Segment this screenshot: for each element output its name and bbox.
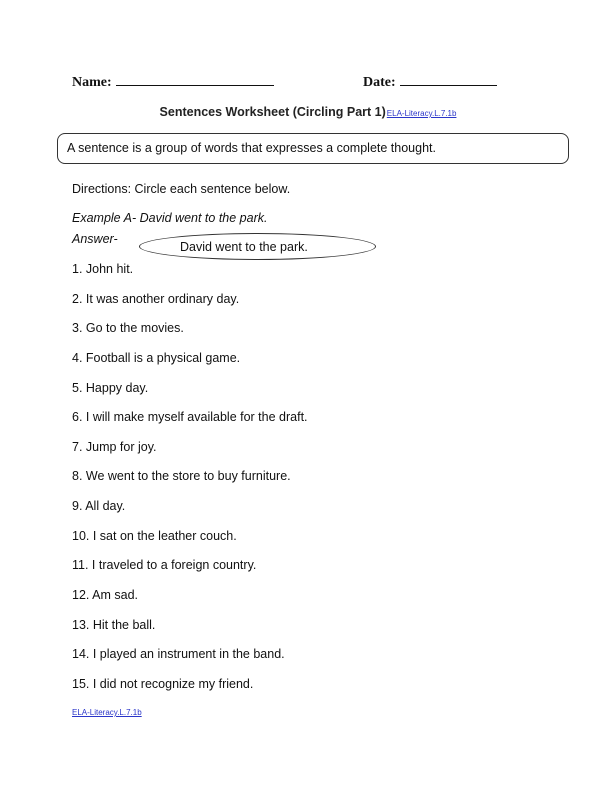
sentence-item[interactable]: 13. Hit the ball.: [72, 617, 156, 632]
standard-link-footer[interactable]: ELA-Literacy.L.7.1b: [72, 708, 142, 717]
sentence-item[interactable]: 9. All day.: [72, 499, 126, 514]
sentence-item[interactable]: 2. It was another ordinary day.: [72, 291, 240, 306]
definition-text: A sentence is a group of words that expresses a complete thought.: [67, 141, 436, 155]
name-label: Name:: [72, 75, 112, 90]
sentence-item[interactable]: 10. I sat on the leather couch.: [72, 528, 237, 543]
directions-text: Directions: Circle each sentence below.: [72, 182, 291, 196]
example-prompt: Example A- David went to the park.: [72, 211, 268, 225]
sentence-item[interactable]: 8. We went to the store to buy furniture.: [72, 469, 291, 484]
name-field[interactable]: [72, 72, 274, 91]
sentence-item[interactable]: 7. Jump for joy.: [72, 439, 157, 454]
sentence-list: [72, 262, 308, 707]
sentence-item[interactable]: 6. I will make myself available for the draft.: [72, 410, 308, 425]
sentence-item[interactable]: 3. Go to the movies.: [72, 321, 184, 336]
worksheet-title-row: [0, 103, 612, 121]
sentence-item[interactable]: 15. I did not recognize my friend.: [72, 676, 254, 691]
sentence-item[interactable]: 1. John hit.: [72, 262, 134, 276]
sentence-item[interactable]: 4. Football is a physical game.: [72, 350, 241, 365]
sentence-item[interactable]: 12. Am sad.: [72, 588, 139, 603]
sentence-item[interactable]: 14. I played an instrument in the band.: [72, 647, 285, 662]
worksheet-title: Sentences Worksheet (Circling Part 1): [159, 105, 386, 119]
sentence-item[interactable]: 5. Happy day.: [72, 380, 149, 395]
example-answer-text: David went to the park.: [180, 240, 308, 254]
date-blank-line[interactable]: [400, 72, 497, 86]
name-blank-line[interactable]: [116, 72, 274, 86]
date-label: Date:: [363, 75, 396, 90]
example-answer-label: Answer-: [72, 232, 118, 246]
standard-link-header[interactable]: ELA-Literacy.L.7.1b: [386, 109, 457, 118]
sentence-item[interactable]: 11. I traveled to a foreign country.: [72, 558, 257, 573]
date-field[interactable]: [363, 72, 497, 91]
